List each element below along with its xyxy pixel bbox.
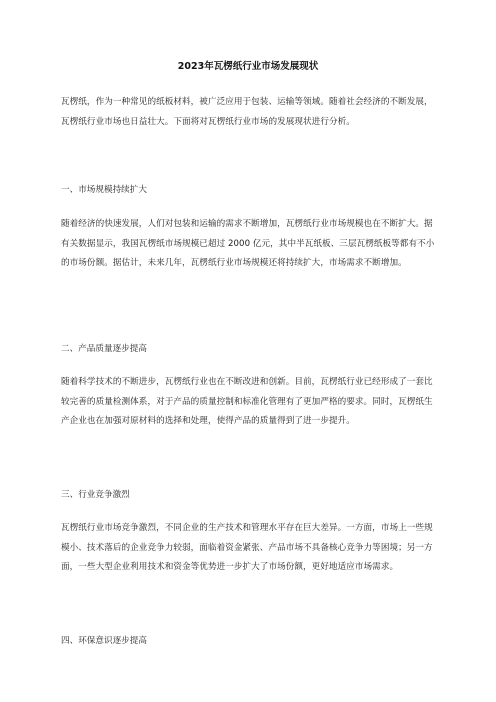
document-title: 2023年瓦楞纸行业市场发展现状 <box>177 61 319 72</box>
section-1-heading: 一、市场规模持续扩大 <box>61 185 147 195</box>
section-4-heading: 四、环保意识逐步提高 <box>61 636 147 646</box>
section-3-heading: 三、行业竞争激烈 <box>61 490 130 500</box>
section-2-heading: 二、产品质量逐步提高 <box>61 344 147 354</box>
section-2-body: 随着科学技术的不断进步，瓦楞纸行业也在不断改进和创新。目前，瓦楞纸行业已经形成了一套比较完善的质量检测体系，对于产品的质量控制和标准化管理有了更加严格的要求。同时，瓦楞纸生产企业也在加强对原材料的选择和处理，使得产品的质量得到了进一步提升。 <box>61 377 433 426</box>
section-1-body: 随着经济的快速发展，人们对包装和运输的需求不断增加，瓦楞纸行业市场规模也在不断扩大。据有关数据显示，我国瓦楞纸市场规模已超过 2000 亿元，其中半瓦纸板、三层瓦楞纸板等都有不小的市场份额。据估计，未来几年，瓦楞纸行业市场规模还将持续扩大，市场需求不断增加。 <box>61 219 435 268</box>
section-3-body: 瓦楞纸行业市场竞争激烈，不同企业的生产技术和管理水平存在巨大差异。一方面，市场上一些规模小、技术落后的企业竞争力较弱，面临着资金紧张、产品市场不具备核心竞争力等困境；另一方面，一些大型企业利用技术和资金等优势进一步扩大了市场份额，更好地适应市场需求。 <box>61 523 433 572</box>
intro-paragraph: 瓦楞纸，作为一种常见的纸板材料，被广泛应用于包装、运输等领域。随着社会经济的不断发展，瓦楞纸行业市场也日益壮大。下面将对瓦楞纸行业市场的发展现状进行分析。 <box>61 97 433 127</box>
